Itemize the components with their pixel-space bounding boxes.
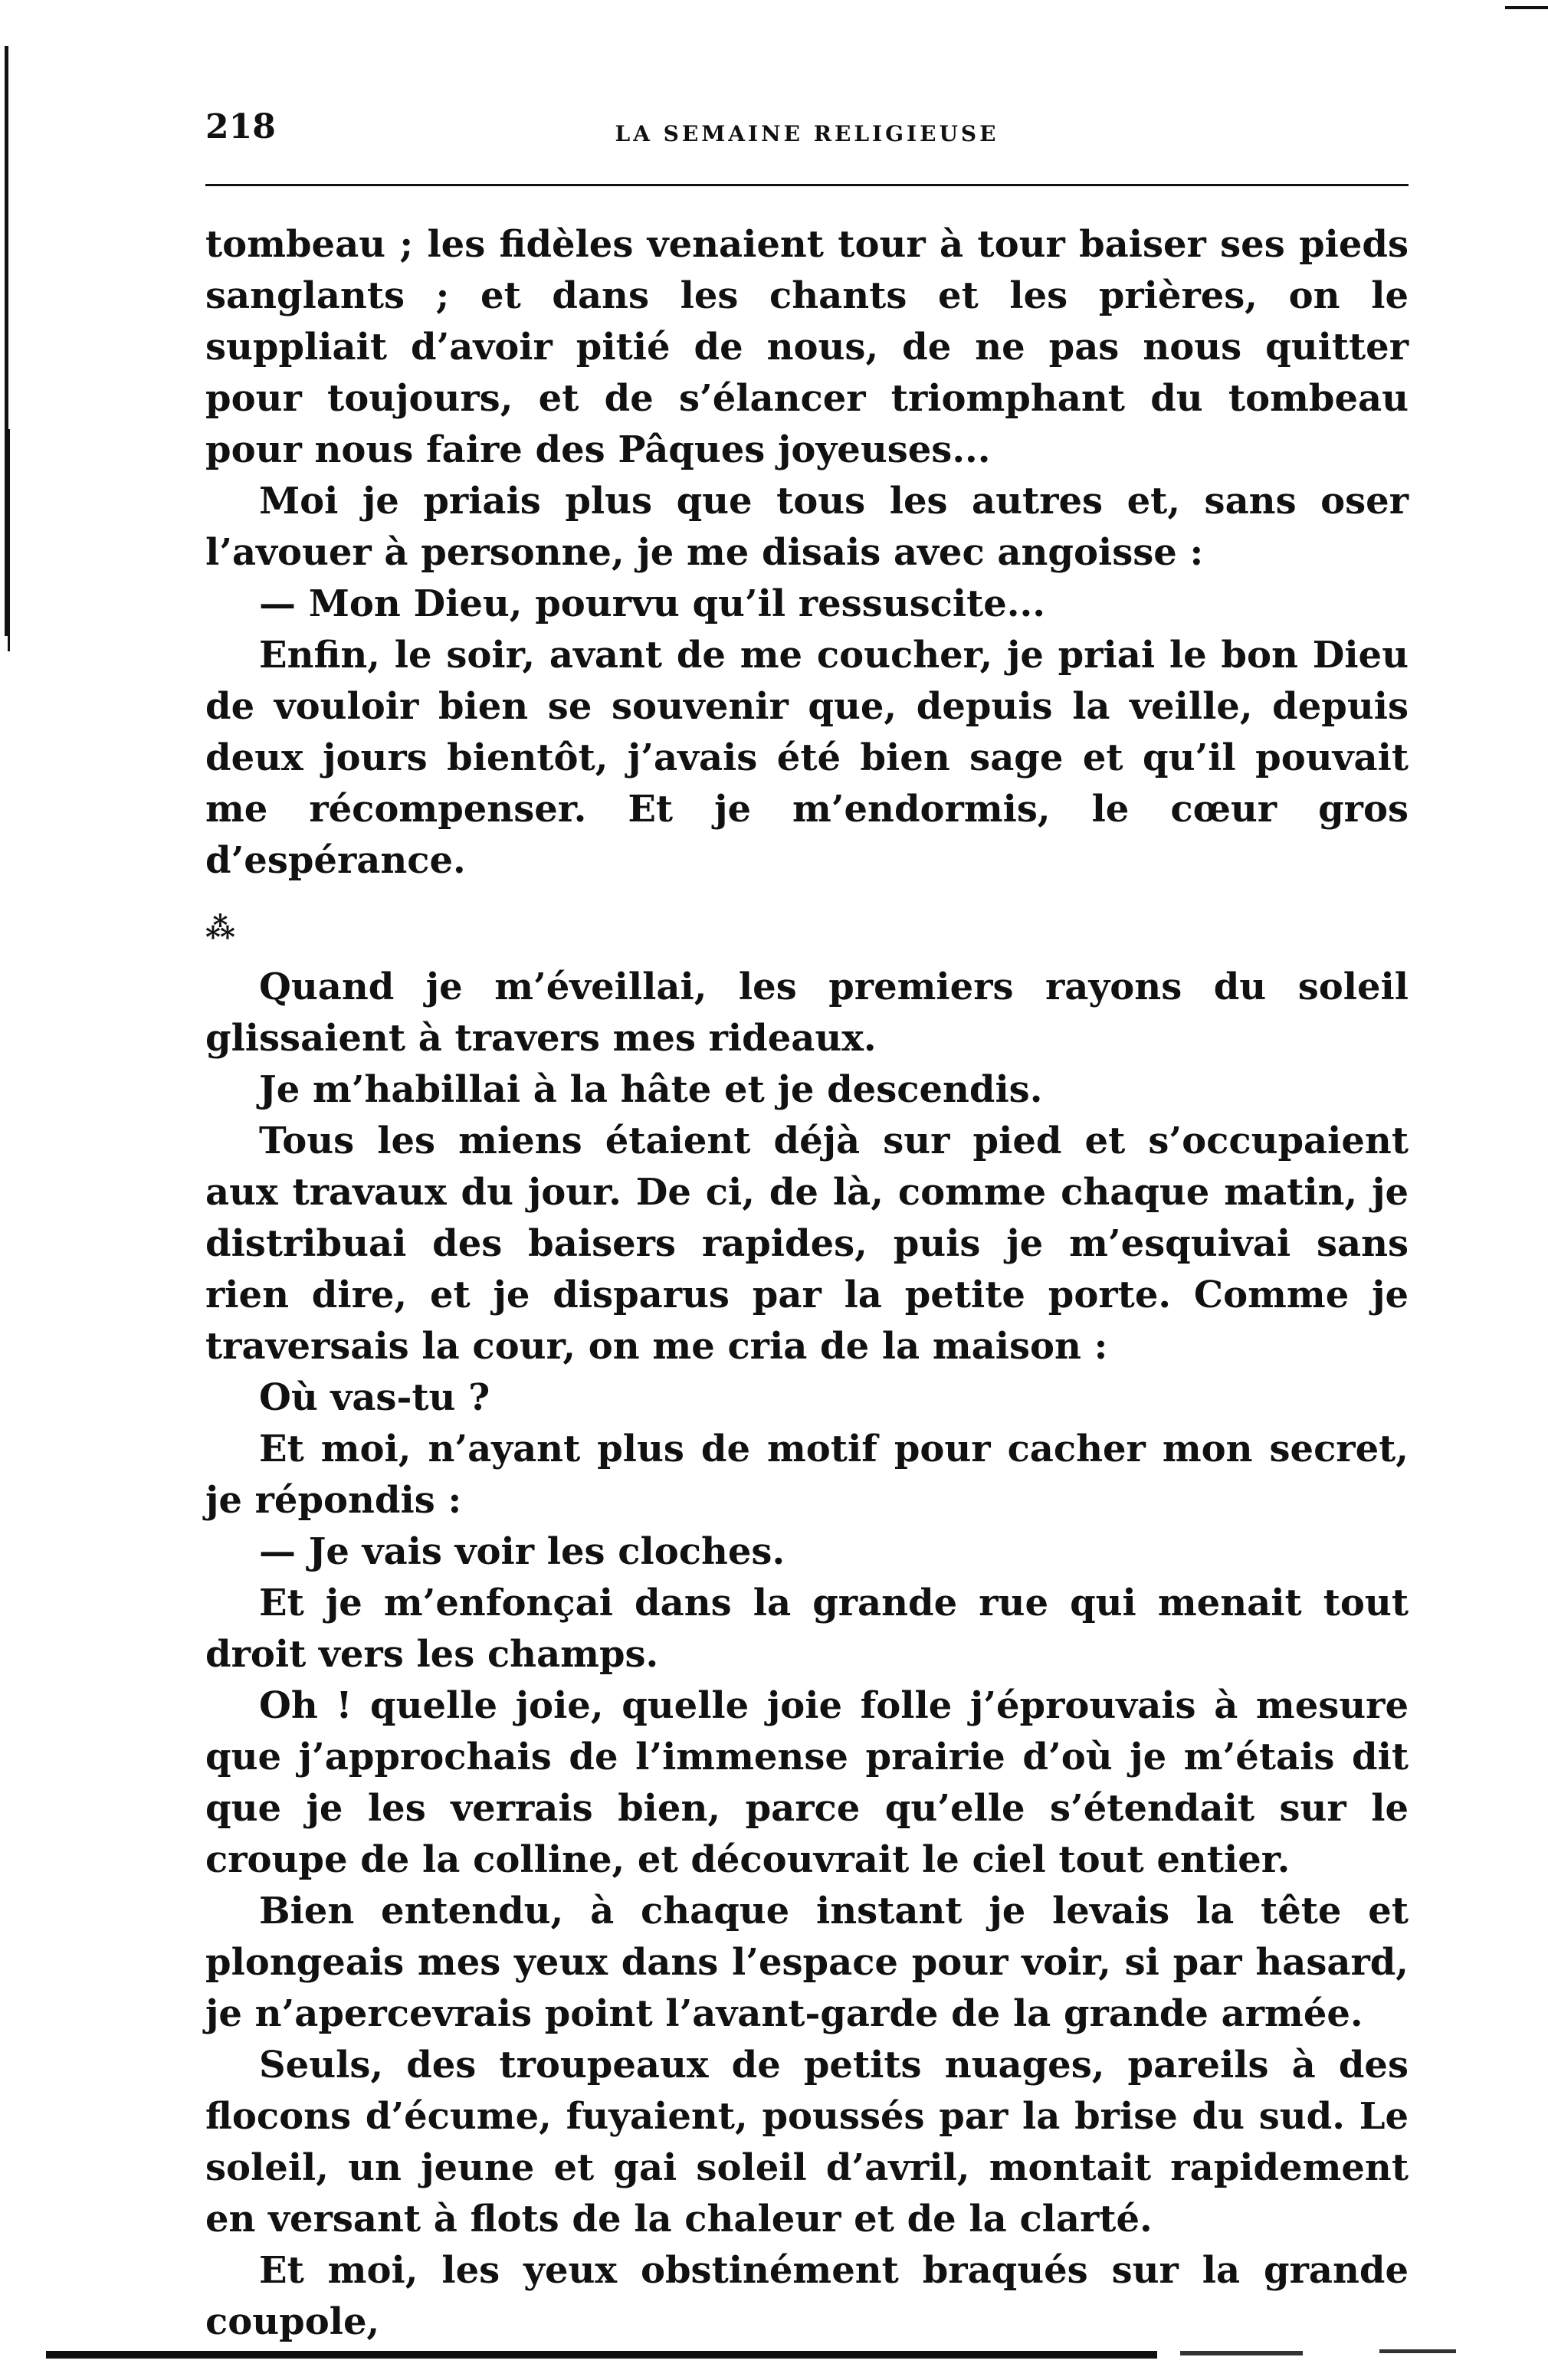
paragraph: Où vas-tu ?: [259, 1376, 490, 1419]
paragraph: Oh ! quelle joie, quelle joie folle j’éprouvais à mesure que j’approchais de l’immense prairie d’où je m’étais dit que je les verrais bien, parce qu’elle s’étendait sur le croupe de la colline, et découvrait le ciel tout entier.: [205, 1684, 1409, 1881]
paragraph: Et moi, les yeux obstinément braqués sur la grande coupole,: [205, 2249, 1409, 2343]
running-title: LA SEMAINE RELIGIEUSE: [615, 121, 999, 146]
paragraph: — Mon Dieu, pourvu qu’il ressuscite...: [259, 582, 1045, 625]
page-body: [205, 219, 1409, 2348]
header-rule: [205, 184, 1409, 186]
paragraph: Enfin, le soir, avant de me coucher, je priai le bon Dieu de vouloir bien se souvenir que, depuis la veille, depuis deux jours bientôt, j’avais été bien sage et qu’il pouvait me récompenser. Et je m’endormis, le cœur gros d’espérance.: [205, 634, 1409, 882]
page-number: 218: [205, 107, 276, 146]
paragraph: Je m’habillai à la hâte et je descendis.: [259, 1068, 1043, 1111]
paragraph: tombeau ; les fidèles venaient tour à tour baiser ses pieds sanglants ; et dans les chants et les prières, on le suppliait d’avoir pitié de nous, de ne pas nous quitter pour toujours, et de s’élancer triomphant du tombeau pour nous faire des Pâques joyeuses...: [205, 223, 1409, 471]
paragraph: Et moi, n’ayant plus de motif pour cacher mon secret, je répondis :: [205, 1428, 1409, 1522]
paragraph: — Je vais voir les cloches.: [259, 1530, 785, 1573]
paragraph: Quand je m’éveillai, les premiers rayons du soleil glissaient à travers mes rideaux.: [205, 965, 1409, 1060]
bottom-rule: [1379, 2349, 1456, 2353]
page-header: [205, 107, 1409, 169]
paragraph: Bien entendu, à chaque instant je levais la tête et plongeais mes yeux dans l’espace pour voir, si par hasard, je n’apercevrais point l’avant-garde de la grande armée.: [205, 1890, 1409, 2035]
paragraph: Et je m’enfonçai dans la grande rue qui menait tout droit vers les champs.: [205, 1582, 1409, 1676]
paragraph: Moi je priais plus que tous les autres et, sans oser l’avouer à personne, je me disais avec angoisse :: [205, 480, 1409, 574]
scan-edge-line: [8, 429, 10, 651]
paragraph: Tous les miens étaient déjà sur pied et s’occupaient aux travaux du jour. De ci, de là, comme chaque matin, je distribuai des baisers rapides, puis je m’esquivai sans rien dire, et je disparus par la petite porte. Comme je traversais la cour, on me cria de la maison :: [205, 1120, 1409, 1368]
scan-edge-mark: [1505, 6, 1548, 9]
bottom-rule: [46, 2351, 1157, 2359]
bottom-rule: [1180, 2351, 1303, 2355]
section-break-asterism: ⁂: [205, 910, 237, 945]
paragraph: Seuls, des troupeaux de petits nuages, pareils à des flocons d’écume, fuyaient, poussés par la brise du sud. Le soleil, un jeune et gai soleil d’avril, montait rapidement en versant à flots de la chaleur et de la clarté.: [205, 2044, 1409, 2241]
